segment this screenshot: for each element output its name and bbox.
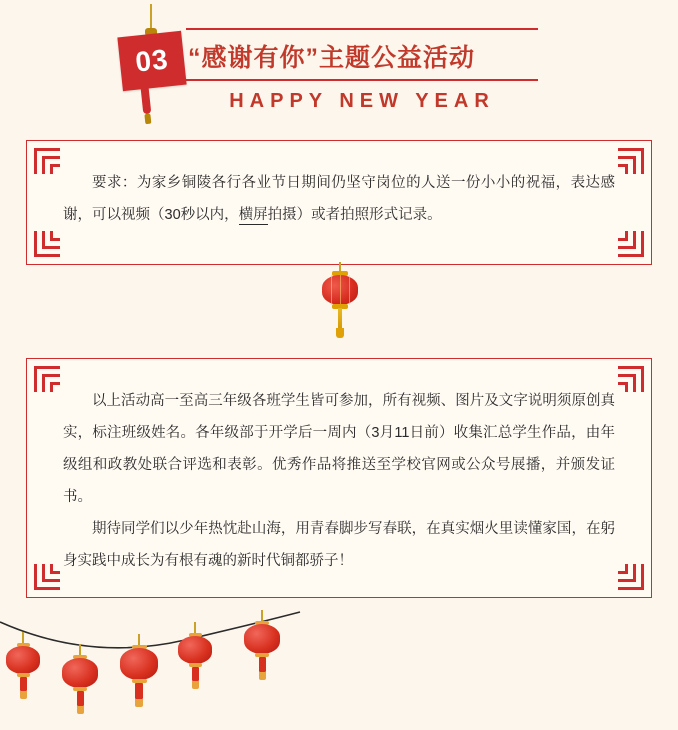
title-rule-top bbox=[186, 28, 538, 30]
requirement-text-emphasis: 横屏 bbox=[238, 207, 268, 223]
corner-ornament-icon bbox=[618, 148, 644, 174]
lantern-body-icon bbox=[178, 636, 212, 664]
requirement-text-prefix: 要求：为家乡铜陵各行各业节日期间仍坚守岗位的人送一份小小的祝福，表达感谢，可以视频（30秒以内， bbox=[63, 175, 615, 223]
lantern-icon bbox=[244, 610, 280, 684]
corner-ornament-icon bbox=[34, 148, 60, 174]
summary-panel bbox=[26, 358, 652, 598]
lantern-tassel-icon bbox=[20, 677, 27, 691]
summary-paragraph-2: 期待同学们以少年热忱赴山海，用青春脚步写春联，在真实烟火里读懂家国，在躬身实践中成长为有根有魂的新时代铜都骄子！ bbox=[63, 521, 615, 569]
title-rule-bottom bbox=[186, 79, 538, 81]
page-subtitle: HAPPY NEW YEAR bbox=[229, 90, 495, 112]
lantern-body-icon bbox=[120, 648, 158, 680]
corner-ornament-icon bbox=[618, 366, 644, 392]
lantern-tassel-icon bbox=[192, 667, 199, 681]
lantern-icon bbox=[62, 644, 98, 716]
bottom-lantern-decoration bbox=[0, 592, 678, 730]
lantern-icon bbox=[318, 262, 362, 342]
corner-ornament-icon bbox=[34, 231, 60, 257]
lantern-tassel-icon bbox=[77, 691, 84, 706]
corner-ornament-icon bbox=[618, 564, 644, 590]
lantern-icon bbox=[120, 634, 158, 710]
lantern-rib-icon bbox=[340, 275, 341, 305]
number-ribbon bbox=[112, 4, 192, 124]
requirement-text bbox=[63, 167, 615, 231]
requirement-text-suffix: 拍摄）或者拍照形式记录。 bbox=[267, 207, 442, 223]
lantern-body-icon bbox=[62, 658, 98, 688]
corner-ornament-icon bbox=[34, 564, 60, 590]
lantern-rib-icon bbox=[331, 275, 332, 305]
requirement-paragraph bbox=[63, 167, 615, 231]
summary-paragraph-1: 以上活动高一至高三年级各班学生皆可参加，所有视频、图片及文字说明须原创真实，标注班级姓名。各年级部于开学后一周内（3月11日前）收集汇总学生作品，由年级组和政教处联合评选和表彰。优秀作品将推送至学校官网或公众号展播，并颁发证书。 bbox=[63, 393, 615, 505]
corner-ornament-icon bbox=[34, 366, 60, 392]
lantern-tassel-icon bbox=[338, 308, 342, 328]
lantern-icon bbox=[178, 622, 212, 694]
lantern-icon bbox=[6, 632, 40, 702]
lantern-body-icon bbox=[6, 646, 40, 674]
requirement-panel bbox=[26, 140, 652, 265]
lantern-tassel-icon bbox=[135, 683, 143, 699]
lantern-tassel-icon bbox=[259, 657, 266, 672]
lantern-wire-icon bbox=[0, 592, 678, 730]
ribbon-tassel-icon bbox=[141, 88, 152, 115]
page-header bbox=[0, 0, 678, 130]
lantern-rib-icon bbox=[349, 275, 350, 305]
lantern-body-icon bbox=[244, 624, 280, 654]
summary-text bbox=[63, 385, 615, 577]
section-number-tag bbox=[117, 31, 186, 91]
section-number: 03 bbox=[133, 43, 171, 78]
corner-ornament-icon bbox=[618, 231, 644, 257]
page-title: “感谢有你”主题公益活动 bbox=[188, 44, 476, 72]
